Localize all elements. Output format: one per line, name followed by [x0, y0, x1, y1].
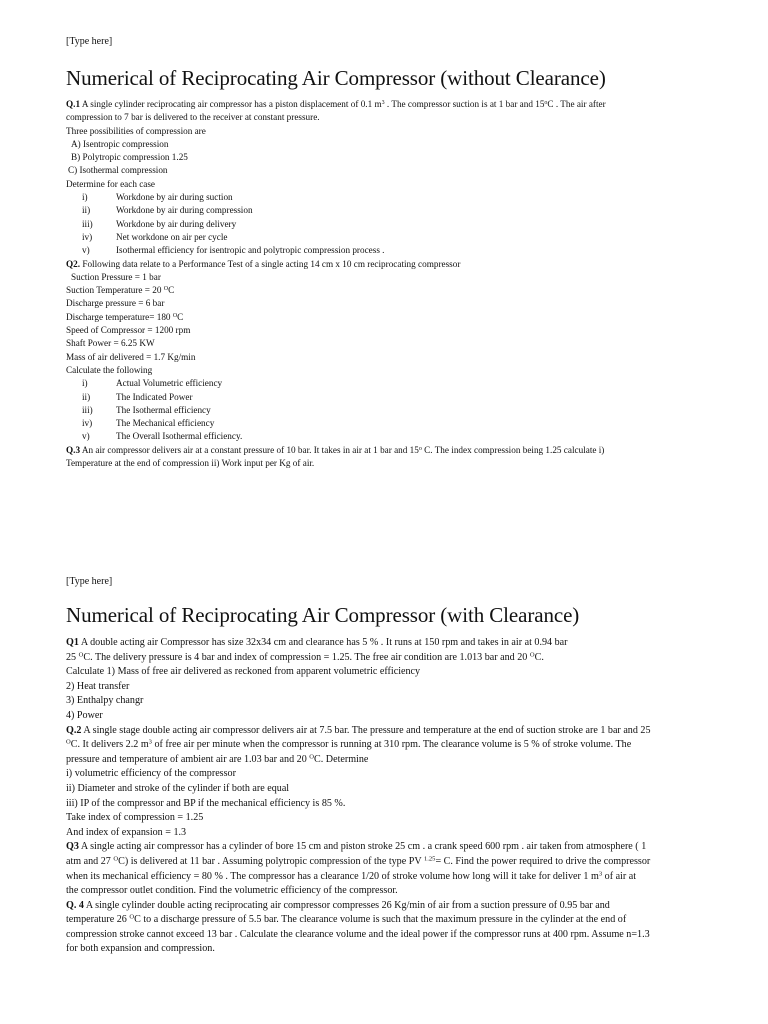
question-1 — [66, 98, 728, 258]
list-item: v) The Overall Isothermal efficiency. — [82, 431, 243, 442]
q2-calculate: Calculate the following — [66, 364, 153, 375]
q3-line-3: when its mechanical efficiency = 80 % . The compressor has a clearance 1/20 of stroke volume how long will it take for deliver 1 $m^3$ of air at — [66, 870, 637, 882]
q1-option: A) Isentropic compression — [71, 138, 169, 149]
question-4 — [66, 899, 728, 957]
q1-line-6: 4) Power — [66, 709, 103, 721]
q1-option: B) Polytropic compression 1.25 — [71, 152, 188, 163]
question-1 — [66, 636, 728, 724]
q4-line-2: temperature 26 $^O$C to a discharge pressure of 5.5 bar. The clearance volume is such that the maximum pressure in the cylinder at the end of — [66, 914, 627, 926]
list-item: ii) The Indicated Power — [82, 391, 193, 402]
list-item: iii) Workdone by air during delivery — [82, 218, 237, 229]
list-item: iv) Net workdone on air per cycle — [82, 231, 228, 242]
q2-line-1: Q.2 A single stage double acting air compressor delivers air at 7.5 bar. The pressure and temperature at the end of suction stroke are 1 bar and 25 — [66, 724, 651, 736]
question-2 — [66, 724, 728, 841]
q1-line-3: Three possibilities of compression are — [66, 125, 206, 136]
section-without-clearance — [66, 36, 728, 470]
q3-line-1: Q3 A single acting air compressor has a cylinder of bore 15 cm and piston stroke 25 cm . a crank speed 600 rpm . air taken from atmosphere ( 1 — [66, 841, 647, 853]
q1-line-1: Q.1 A single cylinder reciprocating air compressor has a piston displacement of 0.1 $m^3$ . The compressor suction is at 1 bar and 15$^o$C . The air after — [66, 99, 606, 109]
q3-line-2: atm and 27 $^O$C) is delivered at 11 bar . Assuming polytropic compression of the type PV $^{1.25}$= C. Find the power required to drive the compressor — [66, 855, 651, 867]
q4-line-3: compression stroke cannot exceed 13 bar . Calculate the clearance volume and the ideal power if the compressor runs at 400 rpm. Assume n=1.3 — [66, 928, 650, 940]
q1-determine: Determine for each case — [66, 178, 156, 189]
q2-line-5: ii) Diameter and stroke of the cylinder if both are equal — [66, 782, 290, 794]
q2-speed: Speed of Compressor = 1200 rpm — [66, 325, 191, 336]
q1-line-4: 2) Heat transfer — [66, 680, 130, 692]
q1-option: C) Isothermal compression — [68, 165, 168, 176]
q2-line-7: Take index of compression = 1.25 — [66, 812, 204, 824]
list-item: i) Workdone by air during suction — [82, 192, 233, 203]
q1-line-5: 3) Enthalpy changr — [66, 695, 144, 707]
q3-line-2: Temperature at the end of compression ii) Work input per Kg of air. — [66, 458, 315, 469]
q2-line-6: iii) IP of the compressor and BP if the mechanical efficiency is 85 %. — [66, 797, 346, 809]
list-item: i) Actual Volumetric efficiency — [82, 378, 223, 389]
q1-line-1: Q1 A double acting air Compressor has size 32x34 cm and clearance has 5 % . It runs at 150 rpm and takes in air at 0.94 bar — [66, 637, 568, 648]
q1-line-2: compression to 7 bar is delivered to the receiver at constant pressure. — [66, 112, 320, 123]
question-label: Q. 4 — [66, 899, 84, 911]
question-3 — [66, 444, 728, 471]
q4-line-4: for both expansion and compression. — [66, 943, 215, 955]
q2-discharge-temp: Discharge temperature= 180 $^O$C — [66, 311, 184, 322]
question-label: Q.2 — [66, 724, 82, 736]
list-item: iv) The Mechanical efficiency — [82, 418, 215, 429]
section-with-clearance — [66, 576, 728, 957]
q2-line-3: pressure and temperature of ambient air are 1.03 bar and 20 $^O$C. Determine — [66, 753, 369, 765]
section-title: Numerical of Reciprocating Air Compressor (with Clearance) — [66, 603, 580, 627]
question-2 — [66, 258, 728, 444]
question-label: Q3 — [66, 841, 79, 853]
question-label: Q.1 — [66, 99, 81, 109]
q2-shaft-power: Shaft Power = 6.25 KW — [66, 338, 155, 349]
q1-line-3: Calculate 1) Mass of free air delivered as reckoned from apparent volumetric efficiency — [66, 666, 421, 678]
q2-discharge-pressure: Discharge pressure = 6 bar — [66, 298, 165, 309]
q2-line-8: And index of expansion = 1.3 — [66, 826, 187, 838]
q3-line-1: Q.3 An air compressor delivers air at a constant pressure of 10 bar. It takes in air at 1 bar and 15$^o$ C. The index compression being 1.25 calculate i) — [66, 444, 605, 455]
q2-mass: Mass of air delivered = 1.7 Kg/min — [66, 351, 196, 362]
page-header: [Type here] — [66, 576, 113, 587]
q2-suction-pressure: Suction Pressure = 1 bar — [71, 271, 161, 282]
question-label: Q1 — [66, 637, 79, 648]
q2-line-1: Q2. Following data relate to a Performance Test of a single acting 14 cm x 10 cm reciprocating compressor — [66, 258, 461, 269]
question-label: Q2. — [66, 258, 81, 269]
page-header: [Type here] — [66, 36, 113, 47]
list-item: ii) Workdone by air during compression — [82, 205, 253, 216]
q2-suction-temp: Suction Temperature = 20 $^O$C — [66, 285, 175, 296]
q4-line-1: Q. 4 A single cylinder double acting reciprocating air compressor compresses 26 Kg/min of air from a suction pressure of 0.95 bar and — [66, 899, 610, 911]
question-3 — [66, 840, 728, 898]
q2-line-4: i) volumetric efficiency of the compressor — [66, 768, 236, 780]
list-item: v) Isothermal efficiency for isentropic and polytropic compression process . — [82, 245, 385, 256]
list-item: iii) The Isothermal efficiency — [82, 404, 211, 415]
q2-line-2: $^O$C. It delivers 2.2 $m^3$ of free air per minute when the compressor is running at 310 rpm. The clearance volume is 5 % of stroke volume. The — [66, 738, 632, 751]
q3-line-4: the compressor outlet condition. Find the volumetric efficiency of the compressor. — [66, 885, 398, 897]
question-label: Q.3 — [66, 444, 81, 455]
section-title: Numerical of Reciprocating Air Compressor (without Clearance) — [66, 66, 606, 90]
q1-line-2: 25 $^O$C. The delivery pressure is 4 bar and index of compression = 1.25. The free air condition are 1.013 bar and 20 $^O$C. — [66, 651, 544, 663]
